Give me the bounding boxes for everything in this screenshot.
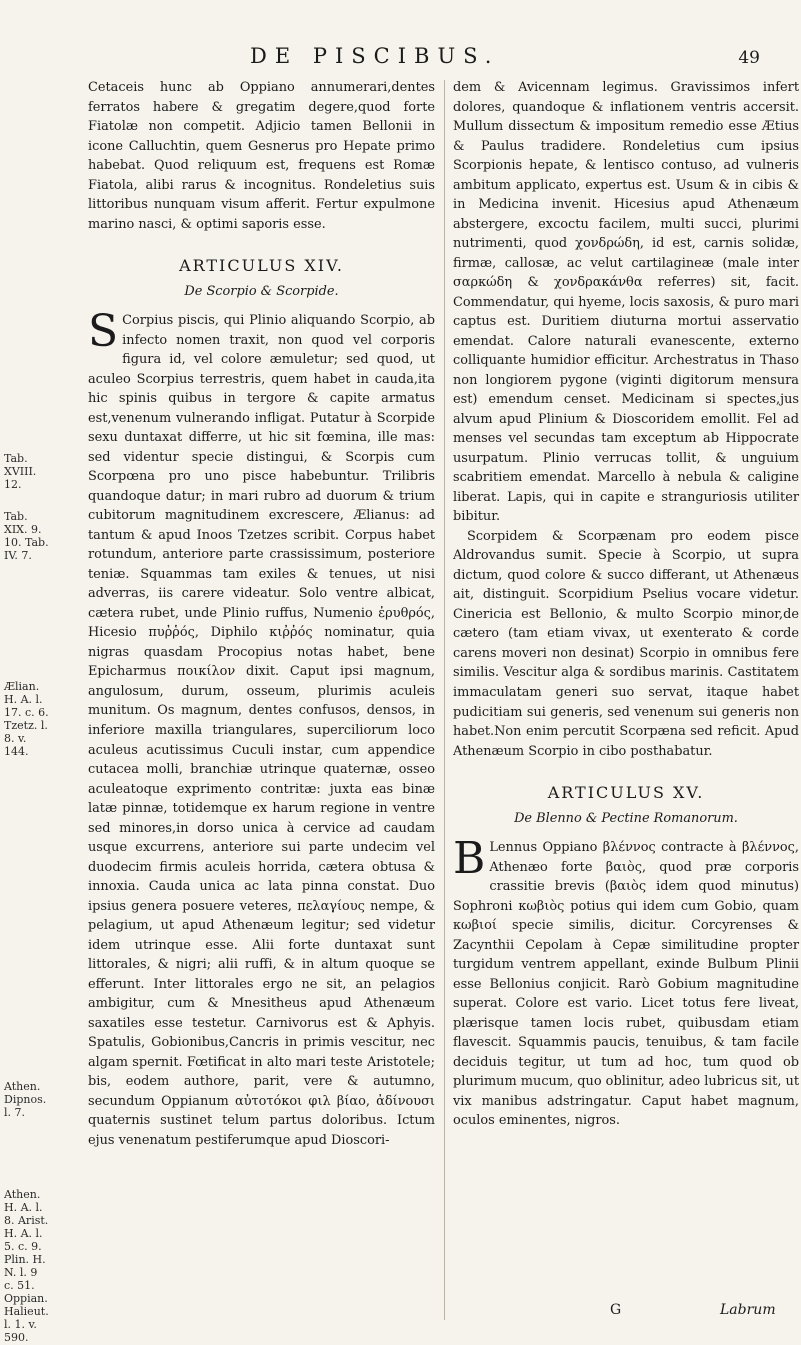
article-heading-xiv: ARTICULUS XIV.: [179, 256, 344, 276]
paragraph-scorpio: S Corpius piscis, qui Plinio aliquando Scorpio, ab infecto nomen traxit, non quod vel corporis figura id, vel colore æmuletur; sed quod, ut aculeo Scorpius terrestris, quem habet in cauda,ita hic spinis quibus in tergore & capite armatus est,venenum vulnerando infligat. Putatur à Scorpide sexu duntaxat differre, ut hic sit fœmina, ille mas: sed videntur specie distingui, & Scorpis cum Scorpœna pro uno pisce habebuntur. Trilibris quandoque datur; in mari rubro ad duorum & trium cubitorum magnitudinem excrescere, Ælianus: ad tantum & apud Inoos Tzetzes scribit. Corpus habet rotundum, anteriore parte crassissimum, posteriore teniæ. Squammas tam exiles & tenues, ut nisi adverras, iis carere videatur. Solo ventre albicat, cætera rubet, unde Plinio ruffus, Numenio ἐρυθρός, Hicesio πυῤῥός, Diphilo κιῤῥός nominatur, quia nigras quasdam Procopius notas habet, bene Epicharmus ποικίλον dixit. Caput ipsi magnum, angulosum, durum, osseum, plurimis aculeis munitum. Os magnum, dentes confusos, densos, in inferiore maxilla triangulares, superciliorum loco aculeus acutissimus Cuculi instar, cum appendice cutacea molli, branchiæ utrinque quaternæ, osseo aculeatoque exprimento contritæ: juxta eas binæ latæ pinnæ, totidemque ex harum regione in ventre sed minores,in dorso unica à cervice ad caudam usque excurrens, anteriore sui parte undecim vel duodecim firmis aculeis horrida, cætera obtusa & innoxia. Cauda unica ac lata pinna constat. Duo ipsius genera posuere veteres, πελαγίους nempe, & pelagium, ut apud Athenæum legitur; sed videtur idem utrinque esse. Alii forte duntaxat sunt littorales, & nigri; alii ruffi, & in altum quoque se efferunt. Inter littorales ergo ne sit, an pelagios ambigitur, cum & Mnesitheus apud Athenæum saxatiles esse testetur. Carnivorus est & Aphyis. Spatulis, Gobionibus,Cancris in primis vescitur, nec algam spernit. Fœtificat in alto mari teste Aristotele; bis, eodem authore, parit, vere & autumno, secundum Oppianum αὐτοτόκοι φιλ βίαο, ἀδίνουσι quaternis sustinet telum partus doloribus. Ictum ejus venenatum pestiferumque apud Dioscori-: [88, 306, 435, 1148]
margin-note-left-5: Athen. H. A. l. 8. Arist. H. A. l. 5. c. 9. Plin. H. N. l. 9 c. 51. Oppian. Halieut. l. 1. v. 590.: [4, 1188, 49, 1344]
paragraph-blennus: B Lennus Oppiano βλέννος contracte à βλέννος, Athenæo forte βαιὸς, quod præ corporis crassitie brevis (βαιὸς idem quod minutus) Sophroni κωβιὸς potius qui idem cum Gobio, quam κωβιοί specie similis, dicitur. Corcyrenses & Zacynthii Cepolam à Cepæ similitudine propter turgidum ventrem appellant, exinde Bulbum Plinii esse Bellonius conjicit. Rarò Gobium magnitudine superat. Colore est vario. Licet totus fere liveat, plærisque tamen locis rubet, quibusdam etiam flavescit. Squammis paucis, tenuibus, & tam facile deciduis tegitur, ut tum ad hoc, tum quod ob plurimum mucum, quo oblinitur, adeo lubricus sit, ut vix manibus adstringatur. Caput habet magnum, oculos eminentes, nigros.: [453, 833, 800, 1129]
margin-note-left-3: Ælian. H. A. l. 17. c. 6. Tzetz. l. 8. v. 144.: [4, 680, 49, 758]
running-title: DE PISCIBUS.: [250, 44, 500, 68]
signature-mark: G: [610, 1302, 622, 1318]
right-column: [453, 78, 799, 1131]
paragraph-scorpaena: Scorpidem & Scorpænam pro eodem pisce Aldrovandus sumit. Specie à Scorpio, ut supra dictum, quod colore & succo differant, ut Athenæus ait, distinguit. Scorpidium Pselius vocare videtur. Cinericia est Bellonio, & multo Scorpio minor,de cætero (tam etiam vivax, ut exenterato & corde carens moveri non desinat) Scorpio in omnibus fere similis. Vescitur alga & sordibus marinis. Castitatem immaculatam generi suo servat, itaque habet pudicitiam sui generis, sed venenum sui generis non habet.Non enim percutit Scorpæna sed reficit. Apud Athenæum Scorpio in cibo posthabatur.: [453, 528, 799, 759]
drop-cap-b: B: [453, 833, 486, 885]
article-subheading-xiv: De Scorpio & Scorpide.: [184, 283, 339, 299]
page-number: 49: [738, 48, 760, 68]
article-heading-xv: ARTICULUS XV.: [547, 783, 705, 803]
drop-cap-s: S: [88, 306, 119, 358]
article-subheading-xv: De Blenno & Pectine Romanorum.: [514, 810, 738, 826]
column-divider: [444, 80, 445, 1320]
margin-note-left-1: Tab. XVIII. 12.: [4, 452, 37, 491]
margin-note-left-4: Athen. Dipnos. l. 7.: [4, 1080, 47, 1119]
margin-note-left-2: Tab. XIX. 9. 10. Tab. IV. 7.: [4, 510, 49, 562]
running-header: [90, 44, 780, 74]
paragraph-scorpio-continued: dem & Avicennam legimus. Gravissimos infert dolores, quandoque & inflationem ventris accersit. Mullum dissectum & impositum remedio esse Ætius & Paulus tradidere. Rondeletius cum ipsius Scorpionis hepate, & lentisco contuso, ad vulneris ambitum applicato, expertus est. Usum & in cibis & in Medicina invenit. Hicesius apud Athenæum abstergere, excoctu facilem, multi succi, plurimi nutrimenti, quod χονδρώδη, id est, carnis solidæ, firmæ, callosæ, ac velut cartilagineæ (male inter σαρκώδη & χονδρακάνθα referres) sit, facit. Commendatur, qui hyeme, locis saxosis, & puro mari captus est. Duritiem diuturna mortui asservatio emendat. Calore naturali evanescente, externo colliquante humidior efficitur. Archestratus in Thaso non longiorem pygone (viginti digitorum mensura est) emendum censet. Medicinam si spectes,jus alvum apud Plinium & Dioscoridem emollit. Fel ad menses vel secundas tam exceptum ab Hippocrate usurpatum. Plinio verrucas tollit, & unguium scabritiem emendat. Marcello à nebula & caligine liberat. Lapis, qui in capite e stranguriosis utiliter bibitur.: [453, 80, 799, 525]
left-column: [88, 78, 435, 1150]
catchword: Labrum: [720, 1302, 776, 1318]
paragraph-fiatola: Cetaceis hunc ab Oppiano annumerari,dentes ferratos habere & gregatim degere,quod forte Fiatolæ non competit. Adjicio tamen Bellonii in icone Calluchtin, quem Gesnerus pro Hepate primo habebat. Quod reliquum est, frequens est Romæ Fiatola, alibi rarus & incognitus. Rondeletius suis littoribus nunquam visum afferit. Fertur expulmone marino nasci, & optimi saporis esse.: [88, 80, 435, 232]
